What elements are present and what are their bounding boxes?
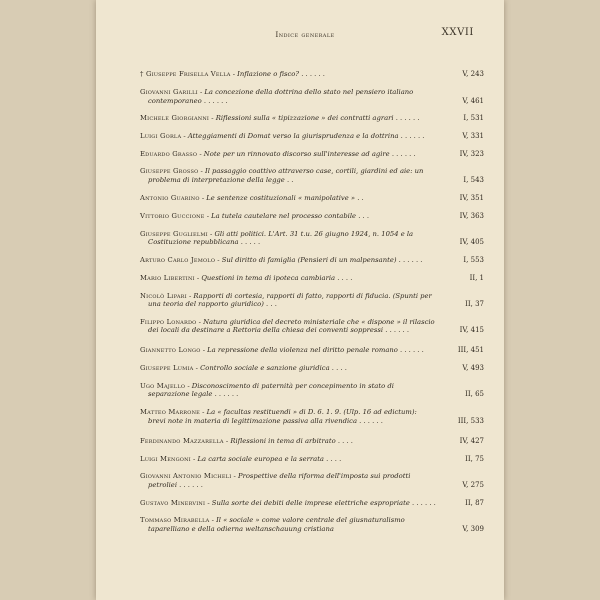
entry-reference: II, 87 — [465, 498, 484, 507]
index-entry — [140, 437, 484, 446]
entry-reference: V, 331 — [462, 131, 484, 140]
entry-author: Vittorio Guccione — [140, 211, 205, 220]
entry-reference: III, 451 — [457, 346, 484, 355]
index-entry — [140, 455, 484, 464]
index-entry — [140, 230, 484, 247]
entry-author: Filippo Lonardo — [140, 317, 197, 326]
entry-reference: IV, 427 — [459, 436, 484, 445]
entry-title: - Il passaggio coattivo attraverso case, cortili, giardini ed aie: un problema di interpretazione della legge . . — [148, 167, 424, 184]
index-entry — [140, 499, 484, 508]
index-entry — [140, 194, 484, 203]
entry-reference: I, 531 — [463, 114, 484, 123]
entry-title: - Riflessioni sulla « tipizzazione » dei contratti agrari . . . . . . — [209, 114, 420, 123]
entry-author: Ugo Majello — [140, 381, 186, 390]
index-entry — [140, 132, 484, 141]
entry-title: - Controllo sociale e sanzione giuridica . . . . — [193, 363, 347, 372]
entry-author: Luigi Mengoni — [140, 454, 191, 463]
entry-reference: II, 65 — [465, 390, 484, 399]
entry-title: - Le sentenze costituzionali « manipolative » . . — [199, 193, 364, 202]
entry-title: - Rapporti di cortesia, rapporti di fatto, rapporti di fiducia. (Spunti per una teoria del rapporto giuridico) . . . — [148, 291, 432, 309]
entry-reference: III, 533 — [457, 416, 484, 425]
entry-author: † Giuseppe Frisella Vella — [140, 70, 231, 78]
entry-title: - Disconoscimento di paternità per concepimento in stato di separazione legale . . . . . . — [148, 381, 394, 399]
entry-title: - Riflessioni in tema di arbitrato . . . . — [223, 436, 353, 445]
entry-reference: IV, 405 — [459, 238, 484, 247]
entry-title: - Gli atti politici. L'Art. 31 t.u. 26 giugno 1924, n. 1054 e la Costituzione repubblicana . . . . . — [148, 229, 414, 247]
entry-title: - Prospettive della riforma dell'imposta sui prodotti petroliei . . . . . . — [148, 472, 411, 490]
book-page — [96, 0, 504, 600]
entry-title: - La concezione della dottrina dello stato nel pensiero italiano contemporaneo . . . . . . — [148, 87, 414, 105]
entry-author: Arturo Carlo Jemolo — [140, 255, 216, 264]
entry-title: - La tutela cautelare nel processo contabile . . . — [204, 211, 370, 220]
entry-reference: I, 543 — [463, 175, 484, 184]
entry-author: Giovanni Antonio Micheli — [140, 472, 232, 481]
entry-reference: I, 553 — [463, 255, 484, 264]
entry-title: - Questioni in tema di ipoteca cambiaria . . . . — [194, 273, 353, 282]
entry-reference: V, 243 — [462, 70, 484, 78]
index-entry — [140, 382, 484, 399]
entry-title: - La « facultas restituendi » di D. 6. 1. 9. (Ulp. 16 ad edictum): brevi note in materia di legittimazione passiva alla rivendica . . . . . . — [148, 408, 417, 425]
entry-author: Tommaso Mirabella — [140, 516, 210, 525]
entry-reference: II, 75 — [465, 454, 484, 463]
index-entry — [140, 364, 484, 373]
entry-title: - La carta sociale europea e la serrata . . . . — [190, 454, 342, 463]
index-entry — [140, 70, 484, 79]
entry-author: Giuseppe Lumia — [140, 363, 194, 372]
entry-author: Michele Giorgianni — [140, 114, 210, 123]
entry-reference: V, 493 — [462, 363, 484, 372]
entry-author: Giuseppe Guglielmi — [140, 229, 208, 238]
index-entry — [140, 318, 484, 335]
entry-author: Mario Libertini — [140, 273, 195, 282]
running-header — [136, 28, 474, 44]
entry-author: Giannetto Longo — [140, 346, 201, 355]
entry-author: Giovanni Garilli — [140, 87, 198, 96]
entry-title: - Il « sociale » come valore centrale del giusnaturalismo taparelliano e della odierna weltanschauung cristiana — [148, 516, 405, 534]
entry-author: Ferdinando Mazzarella — [140, 436, 224, 445]
entry-reference: II, 37 — [465, 300, 484, 309]
index-entry — [140, 256, 484, 265]
entry-author: Giuseppe Grosso — [140, 167, 199, 176]
entry-reference: V, 461 — [462, 96, 484, 105]
index-entry — [140, 292, 484, 309]
page-number: XXVII — [441, 27, 474, 38]
entry-reference: V, 309 — [462, 525, 484, 534]
running-title: Indice generale — [275, 30, 335, 39]
entry-title: - Atteggiamenti di Domat verso la giurisprudenza e la dottrina . . . . . . — [181, 131, 425, 140]
entry-author: Eduardo Grasso — [140, 149, 198, 158]
index-entry — [140, 88, 484, 105]
index-entry — [140, 114, 484, 123]
entry-author: Antonio Guarino — [140, 193, 200, 202]
entry-title: - Note per un rinnovato discorso sull'interesse ad agire . . . . . . — [197, 149, 416, 158]
entry-author: Nicolò Lipari — [140, 291, 187, 300]
entry-title: - La repressione della violenza nel diritto penale romano . . . . . . — [200, 346, 424, 355]
entry-title: - Sulla sorte dei debiti delle imprese elettriche espropriate . . . . . . — [205, 498, 436, 507]
entry-reference: IV, 415 — [459, 326, 484, 335]
index-entry — [140, 346, 484, 355]
entry-title: - Sul diritto di famiglia (Pensieri di un malpensante) . . . . . . — [215, 255, 423, 264]
index-entry — [140, 408, 484, 425]
index-entry — [140, 516, 484, 533]
entry-title: - Natura giuridica del decreto ministeriale che « dispone » il rilascio dei locali da destinare a Rettoria della chiesa dei conventi soppressi . . . . . . — [148, 317, 435, 335]
entry-author: Luigi Gorla — [140, 131, 182, 140]
index-entry — [140, 472, 484, 489]
entry-reference: II, 1 — [469, 273, 484, 282]
index-entry — [140, 274, 484, 283]
entry-reference: IV, 363 — [459, 211, 484, 220]
entry-title: - Inflazione o fisco? . . . . . . — [230, 70, 325, 78]
entry-author: Gustavo Minervini — [140, 498, 206, 507]
entry-reference: V, 275 — [462, 481, 484, 490]
index-list — [140, 70, 484, 534]
index-entry — [140, 150, 484, 159]
entry-author: Matteo Marrone — [140, 408, 200, 417]
index-entry — [140, 212, 484, 221]
entry-reference: IV, 323 — [459, 149, 484, 158]
index-entry — [140, 167, 484, 184]
entry-reference: IV, 351 — [459, 193, 484, 202]
